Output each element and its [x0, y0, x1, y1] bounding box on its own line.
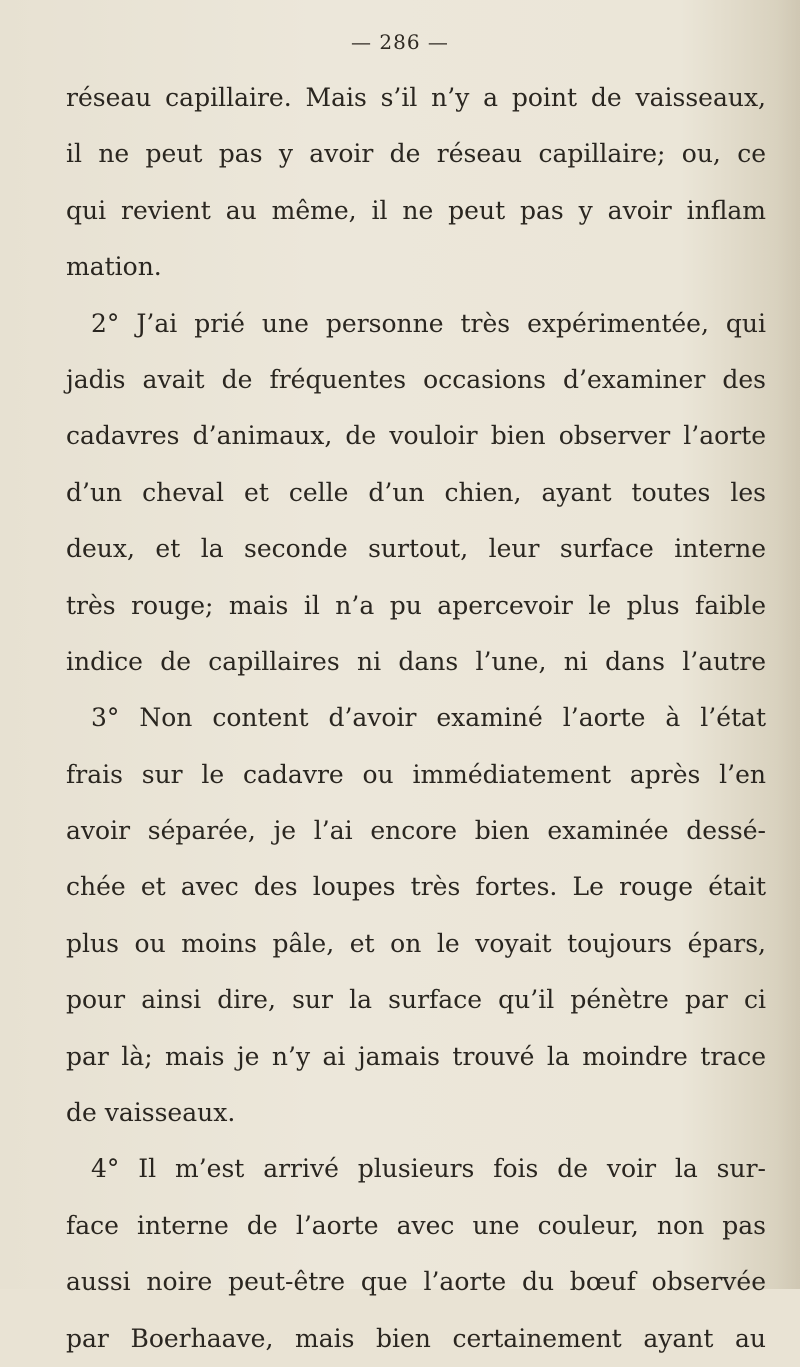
- text-line: face interne de l’aorte avec une couleur, non pas: [66, 1210, 766, 1240]
- text-line: plus ou moins pâle, et on le voyait toujours épars,: [66, 928, 766, 958]
- text-line: chée et avec des loupes très fortes. Le rouge était: [66, 872, 766, 902]
- text-line: par Boerhaave, mais bien certainement ayant au: [66, 1323, 766, 1353]
- text-line: 4° Il m’est arrivé plusieurs fois de voir la sur-: [91, 1154, 766, 1184]
- text-line: indice de capillaires ni dans l’une, ni dans l’autre: [66, 646, 766, 676]
- text-line: avoir séparée, je l’ai encore bien examinée dessé-: [66, 816, 766, 846]
- text-line: très rouge; mais il n’a pu apercevoir le plus faible: [66, 590, 766, 620]
- text-line: mation.: [66, 252, 162, 282]
- text-line: qui revient au même, il ne peut pas y avoir inflam: [66, 195, 766, 225]
- text-line: deux, et la seconde surtout, leur surface interne: [66, 534, 766, 564]
- text-line: il ne peut pas y avoir de réseau capillaire; ou, ce: [66, 139, 766, 169]
- text-line: pour ainsi dire, sur la surface qu’il pénètre par ci: [66, 985, 766, 1015]
- text-line: cadavres d’animaux, de vouloir bien observer l’aorte: [66, 421, 766, 451]
- text-line: par là; mais je n’y ai jamais trouvé la moindre trace: [66, 1041, 766, 1071]
- text-line: jadis avait de fréquentes occasions d’examiner des: [66, 364, 766, 394]
- text-line: frais sur le cadavre ou immédiatement après l’en: [66, 759, 766, 789]
- text-line: de vaisseaux.: [66, 1098, 236, 1128]
- text-line: d’un cheval et celle d’un chien, ayant toutes les: [66, 477, 766, 507]
- body-text: [66, 70, 766, 1367]
- text-line: aussi noire peut-être que l’aorte du bœuf observée: [66, 1267, 766, 1297]
- page-number: — 286 —: [351, 30, 449, 54]
- text-line: 2° J’ai prié une personne très expérimentée, qui: [91, 308, 766, 338]
- text-line: réseau capillaire. Mais s’il n’y a point de vaisseaux,: [66, 83, 766, 112]
- text-line: 3° Non content d’avoir examiné l’aorte à l’état: [91, 703, 766, 733]
